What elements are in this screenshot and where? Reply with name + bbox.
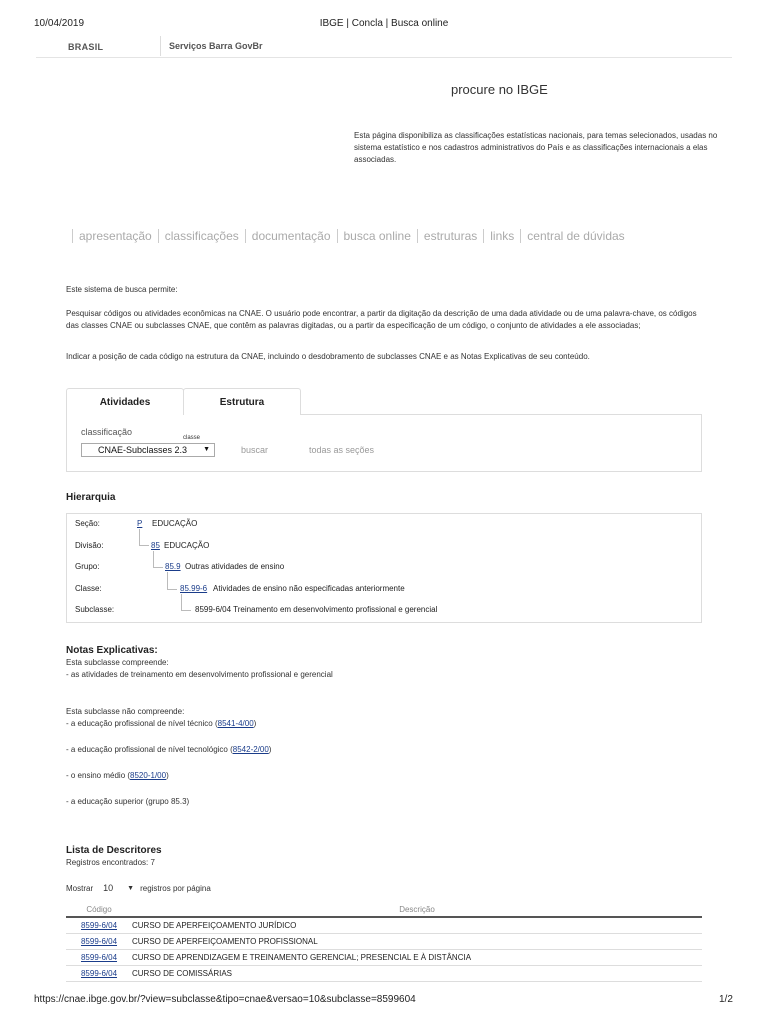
hier-text: Outras atividades de ensino <box>185 562 285 571</box>
hier-code-link[interactable]: 85 <box>151 541 160 550</box>
tree-connector <box>153 551 163 568</box>
column-codigo[interactable]: Código <box>66 903 132 917</box>
hier-code-link[interactable]: P <box>137 519 143 528</box>
hier-code-link[interactable]: 85.9 <box>165 562 181 571</box>
paragraph-intro: Este sistema de busca permite: <box>66 285 178 294</box>
dropdown-arrow-icon: ▼ <box>203 446 210 453</box>
hier-text: Atividades de ensino não especificadas anteriormente <box>213 584 405 593</box>
compreende-item: - as atividades de treinamento em desenvolvimento profissional e gerencial <box>66 670 333 679</box>
classe-label: classe <box>183 435 201 441</box>
tree-connector <box>167 572 177 590</box>
hier-label: Subclasse: <box>75 605 115 614</box>
gov-divider <box>160 36 161 56</box>
nao-compreende-item <box>66 718 256 729</box>
hier-text: 8599-6/04 Treinamento em desenvolvimento profissional e gerencial <box>195 605 438 614</box>
note-suffix: ) <box>166 771 169 780</box>
hier-text: EDUCAÇÃO <box>164 541 210 550</box>
dropdown-arrow-icon[interactable]: ▼ <box>127 884 135 892</box>
print-date: 10/04/2019 <box>34 18 85 29</box>
note-prefix: - a educação profissional de nível tecnológico ( <box>66 745 233 754</box>
hier-label: Seção: <box>75 519 100 528</box>
nav-central-duvidas[interactable]: central de dúvidas <box>520 229 630 243</box>
row-description: CURSO DE APERFEIÇOAMENTO JURÍDICO <box>132 917 702 933</box>
nao-compreende-item <box>66 770 169 781</box>
table-row <box>66 949 702 965</box>
search-panel <box>66 388 702 478</box>
row-code-link[interactable]: 8599-6/04 <box>80 920 118 930</box>
print-url: https://cnae.ibge.gov.br/?view=subclasse&tipo=cnae&versao=10&subclasse=8599604 <box>34 994 416 1005</box>
row-code-link[interactable]: 8599-6/04 <box>80 968 118 978</box>
gov-servicos-link[interactable]: Serviços Barra GovBr <box>169 41 263 51</box>
hier-text: EDUCAÇÃO <box>152 519 198 528</box>
nav-links[interactable]: links <box>483 229 520 243</box>
mostrar-label: Mostrar <box>66 883 94 893</box>
gov-bar <box>36 34 732 58</box>
nao-compreende-label: Esta subclasse não compreende: <box>66 707 185 716</box>
note-prefix: - o ensino médio ( <box>66 771 131 780</box>
row-description: CURSO DE APRENDIZAGEM E TREINAMENTO GERENCIAL; PRESENCIAL E À DISTÂNCIA <box>132 949 702 965</box>
note-code-link[interactable]: 8542-2/00 <box>232 745 269 754</box>
note-prefix: - a educação profissional de nível técnico ( <box>66 719 218 728</box>
nav-classificacoes[interactable]: classificações <box>158 229 245 243</box>
note-prefix: - a educação superior (grupo 85.3) <box>66 797 190 806</box>
nav-busca-online[interactable]: busca online <box>337 229 417 243</box>
page-size-select[interactable]: 10 <box>103 883 114 893</box>
mostrar-suffix: registros por página <box>140 883 211 893</box>
classificacao-select-value: CNAE-Subclasses 2.3 <box>98 445 188 455</box>
table-row <box>66 917 702 933</box>
notas-title: Notas Explicativas: <box>66 645 158 656</box>
row-code-link[interactable]: 8599-6/04 <box>80 936 118 946</box>
hier-label: Grupo: <box>75 562 100 571</box>
tab-atividades[interactable]: Atividades <box>66 388 184 415</box>
note-code-link[interactable]: 8541-4/00 <box>217 719 254 728</box>
nao-compreende-item <box>66 796 189 807</box>
tab-estrutura[interactable]: Estrutura <box>183 388 301 415</box>
descritores-title: Lista de Descritores <box>66 845 162 856</box>
note-suffix: ) <box>253 719 257 728</box>
hierarquia-box <box>66 513 702 623</box>
search-tab-panel <box>66 414 702 472</box>
todas-secoes-button[interactable]: todas as seções <box>309 445 375 455</box>
hier-code-link[interactable]: 85.99-6 <box>180 584 208 593</box>
table-row <box>66 933 702 949</box>
print-page-number: 1/2 <box>719 994 733 1005</box>
paragraph-indicar: Indicar a posição de cada código na estrutura da CNAE, incluindo o desdobramento de subclasses CNAE e as Notas Explicativas de seu conteúdo. <box>66 352 590 361</box>
column-descricao[interactable]: Descrição <box>132 903 702 917</box>
buscar-button[interactable]: buscar <box>241 445 269 455</box>
print-title: IBGE | Concla | Busca online <box>319 18 449 29</box>
nav-documentacao[interactable]: documentação <box>245 229 337 243</box>
table-header-row <box>66 903 702 917</box>
table-row <box>66 965 702 981</box>
intro-text: Esta página disponibiliza as classificações estatísticas nacionais, para temas selecionados, usadas no sistema estatístico e nos cadastros administrativos do País e as classificações internacionais a elas associadas. <box>354 131 718 164</box>
mostrar-control <box>66 883 211 893</box>
gov-brasil-link[interactable]: BRASIL <box>68 42 104 52</box>
hier-label: Classe: <box>75 584 102 593</box>
paragraph-pesquisar: Pesquisar códigos ou atividades econômicas na CNAE. O usuário pode encontrar, a partir da digitação da descrição de uma dada atividade ou de uma palavra-chave, os códigos das classes CNAE ou subclasses CNAE, que contêm as palavras digitadas, ou a partir da especificação de um código, o conjunto de atividades a ele associadas; <box>66 309 697 330</box>
row-code-link[interactable]: 8599-6/04 <box>80 952 118 962</box>
descritores-table <box>66 903 702 982</box>
procure-no-ibge[interactable]: procure no IBGE <box>451 82 548 97</box>
note-code-link[interactable]: 8520-1/00 <box>130 771 167 780</box>
nav-apresentacao[interactable]: apresentação <box>72 229 158 243</box>
main-nav <box>72 229 631 243</box>
registros-count: Registros encontrados: 7 <box>66 858 155 867</box>
nao-compreende-item <box>66 744 271 755</box>
classificacao-label: classificação <box>81 427 133 437</box>
note-suffix: ) <box>268 745 272 754</box>
tree-connector <box>181 594 191 611</box>
row-description: CURSO DE APERFEIÇOAMENTO PROFISSIONAL <box>132 933 702 949</box>
classificacao-select[interactable] <box>81 443 215 457</box>
row-description: CURSO DE COMISSÁRIAS <box>132 965 702 981</box>
tree-connector <box>139 529 149 546</box>
nav-estruturas[interactable]: estruturas <box>417 229 483 243</box>
hier-label: Divisão: <box>75 541 104 550</box>
hierarquia-title: Hierarquia <box>66 492 116 503</box>
compreende-label: Esta subclasse compreende: <box>66 658 169 667</box>
